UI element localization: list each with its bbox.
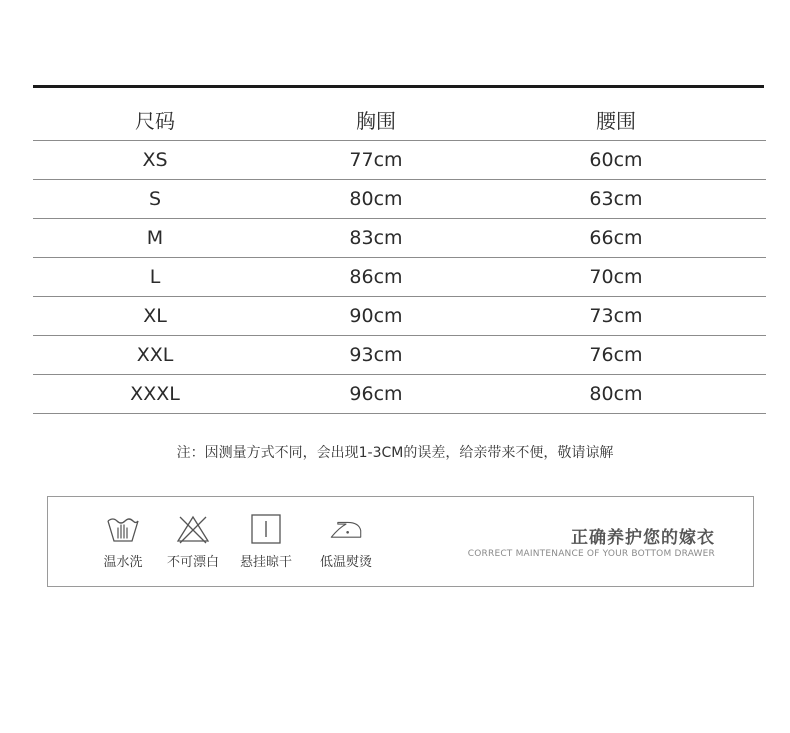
table-row: [33, 258, 766, 297]
table-row: [33, 375, 766, 414]
care-instructions-box: [47, 496, 754, 587]
header-size: 尺码: [135, 108, 175, 133]
size-cell: L: [149, 266, 161, 288]
care-item-line-dry: [226, 513, 306, 570]
measurement-note: 注：因测量方式不同，会出现1-3CM的误差，给亲带来不便，敬请谅解: [176, 445, 614, 461]
care-label: 温水洗: [103, 555, 143, 570]
low-iron-icon: [328, 513, 364, 545]
table-row: [33, 219, 766, 258]
waist-cell: 70cm: [589, 266, 643, 288]
table-row: [33, 141, 766, 180]
size-cell: XXXL: [130, 383, 180, 405]
bust-cell: 83cm: [349, 227, 403, 249]
bust-cell: 77cm: [349, 149, 403, 171]
waist-cell: 63cm: [589, 188, 643, 210]
care-label: 不可漂白: [166, 555, 219, 570]
header-bust: 胸围: [356, 108, 396, 133]
care-item-low-iron: [306, 513, 386, 570]
waist-cell: 60cm: [589, 149, 643, 171]
size-table: [33, 88, 766, 414]
bust-cell: 96cm: [349, 383, 403, 405]
waist-cell: 76cm: [589, 344, 643, 366]
table-row: [33, 336, 766, 375]
bust-cell: 80cm: [349, 188, 403, 210]
size-cell: XL: [143, 305, 167, 327]
waist-cell: 66cm: [589, 227, 643, 249]
no-bleach-icon: [175, 513, 211, 545]
care-label: 低温熨烫: [319, 555, 372, 570]
size-cell: S: [148, 188, 162, 210]
table-row: [33, 297, 766, 336]
table-row: [33, 180, 766, 219]
bust-cell: 93cm: [349, 344, 403, 366]
size-cell: XS: [142, 149, 168, 171]
care-label: 悬挂晾干: [239, 555, 292, 570]
care-item-warm-wash: [83, 513, 163, 570]
care-subtitle: CORRECT MAINTENANCE OF YOUR BOTTOM DRAWER: [467, 549, 715, 559]
table-header-row: [33, 88, 766, 141]
care-item-no-bleach: [153, 513, 233, 570]
warm-wash-icon: [105, 513, 141, 545]
care-title: 正确养护您的嫁衣: [571, 528, 715, 548]
header-waist: 腰围: [596, 108, 636, 133]
bust-cell: 86cm: [349, 266, 403, 288]
line-dry-icon: [248, 513, 284, 545]
waist-cell: 80cm: [589, 383, 643, 405]
size-cell: XXL: [136, 344, 174, 366]
waist-cell: 73cm: [589, 305, 643, 327]
size-cell: M: [146, 227, 164, 249]
bust-cell: 90cm: [349, 305, 403, 327]
